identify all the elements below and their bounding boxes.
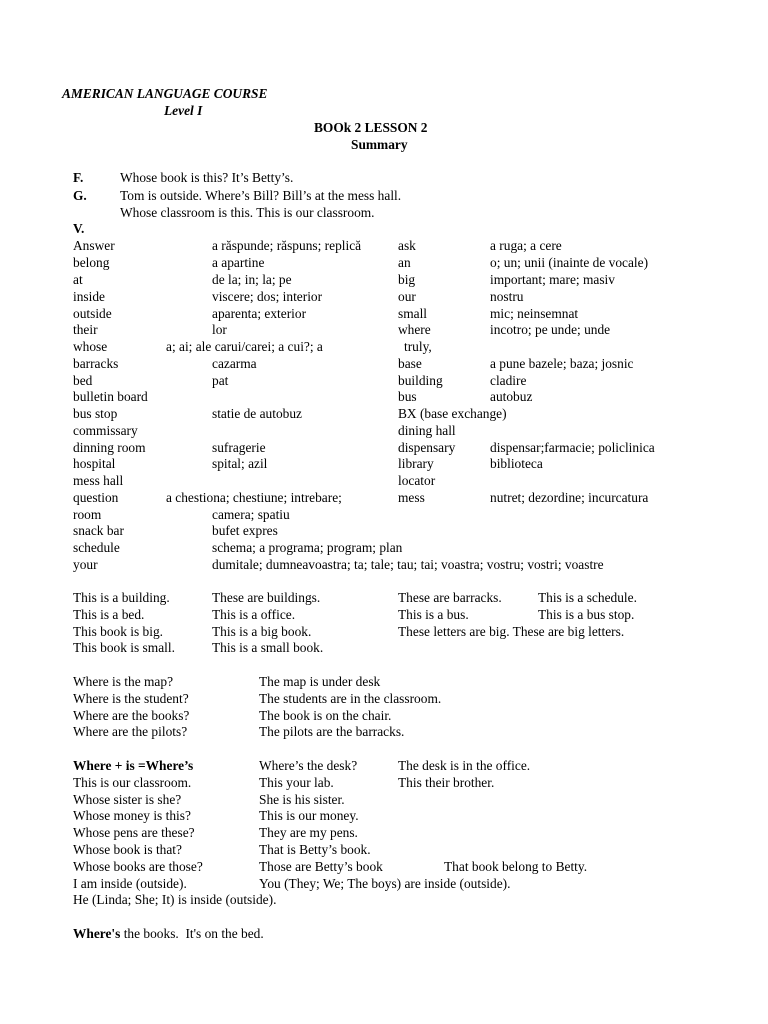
vocab-word: room [73,507,102,522]
sentence: This is our money. [259,808,359,823]
sentence: This their brother. [398,775,495,790]
sentence: The book is on the chair. [259,708,392,723]
vocab-translation: a apartine [212,255,265,270]
vocab-word: bus [398,389,417,404]
vocab-translation: mic; neinsemnat [490,306,579,321]
vocab-translation: cladire [490,373,527,388]
vocab-translation: a pune bazele; baza; josnic [490,356,634,371]
sentence: They are my pens. [259,825,358,840]
vocab-word: our [398,289,416,304]
sentence: These letters are big. These are big letters. [398,624,625,639]
vocab-word: BX (base exchange) [398,406,507,421]
section-g-text: Tom is outside. Where’s Bill? Bill’s at the mess hall. [120,188,402,203]
sentence: This book is big. [73,624,164,639]
vocab-word: their [73,322,98,337]
vocab-word: truly, [404,339,432,354]
course-title: AMERICAN LANGUAGE COURSE [62,86,268,101]
vocab-word: bus stop [73,406,118,421]
sentence: This your lab. [259,775,334,790]
summary-heading: Summary [351,137,408,152]
sentence: You (They; We; The boys) are inside (outside). [259,876,511,891]
vocab-translation: bufet expres [212,523,278,538]
sentence: Where is the student? [73,691,189,706]
grammar-rule: Where + is =Where’s [73,758,194,773]
sentence: I am inside (outside). [73,876,187,891]
sentence: These are buildings. [212,590,321,605]
final-sentence [73,927,264,940]
sentence: This is a bus. [398,607,469,622]
vocab-translation: a chestiona; chestiune; intrebare; [166,490,342,505]
final-sentence-bold: Where's [73,926,121,941]
vocab-translation: nutret; dezordine; incurcatura [490,490,649,505]
vocab-word: Answer [73,238,115,253]
sentence: Where are the books? [73,708,190,723]
vocab-word: small [398,306,428,321]
vocab-word: ask [398,238,416,253]
sentence: The students are in the classroom. [259,691,442,706]
vocab-translation: viscere; dos; interior [212,289,323,304]
vocab-translation: a; ai; ale carui/carei; a cui?; a [166,339,323,354]
vocab-translation: important; mare; masiv [490,272,615,287]
sentence: She is his sister. [259,792,345,807]
sentence: These are barracks. [398,590,502,605]
vocab-translation: cazarma [212,356,257,371]
vocab-word: snack bar [73,523,124,538]
vocab-word: bed [73,373,93,388]
vocab-word: dispensary [398,440,456,455]
sentence: This is a schedule. [538,590,637,605]
sentence: That book belong to Betty. [444,859,588,874]
sentence: This is a building. [73,590,170,605]
vocab-translation: aparenta; exterior [212,306,307,321]
sentence: Those are Betty’s book [259,859,383,874]
sentence: Whose books are those? [73,859,203,874]
section-v-label: V. [73,221,85,236]
level-label: Level I [164,103,203,118]
book-lesson-heading: BOOk 2 LESSON 2 [314,120,428,135]
section-g-label: G. [73,188,87,203]
vocab-translation: statie de autobuz [212,406,302,421]
vocab-word: inside [73,289,105,304]
vocab-translation: de la; in; la; pe [212,272,292,287]
sentence: Whose money is this? [73,808,191,823]
vocab-word: base [398,356,422,371]
vocab-translation: o; un; unii (inainte de vocale) [490,255,649,270]
vocab-word: building [398,373,443,388]
sentence: Where’s the desk? [259,758,358,773]
vocab-translation: a răspunde; răspuns; replică [212,238,362,253]
vocab-word: your [73,557,98,572]
vocab-translation: sufragerie [212,440,266,455]
vocab-word: mess [398,490,425,505]
vocab-translation: a ruga; a cere [490,238,562,253]
vocab-word: whose [73,339,108,354]
sentence: He (Linda; She; It) is inside (outside). [73,892,277,907]
vocab-translation: schema; a programa; program; plan [212,540,403,555]
sentence: This is a office. [212,607,296,622]
vocab-translation: dumitale; dumneavoastra; ta; tale; tau; tai; voastra; vostru; vostri; voastre [212,557,604,572]
vocab-word: hospital [73,456,116,471]
sentence: This is a bus stop. [538,607,635,622]
section-f-text: Whose book is this? It’s Betty’s. [120,170,294,185]
vocab-word: mess hall [73,473,124,488]
sentence: Whose book is that? [73,842,182,857]
vocab-word: locator [398,473,436,488]
sentence: Whose pens are these? [73,825,195,840]
vocab-word: dining hall [398,423,456,438]
vocab-word: belong [73,255,110,270]
vocab-word: dinning room [73,440,146,455]
sentence: The desk is in the office. [398,758,531,773]
vocab-word: an [398,255,411,270]
vocab-word: bulletin board [73,389,148,404]
sentence: This is a big book. [212,624,312,639]
final-sentence-rest: the books. It's on the bed. [120,926,264,941]
vocab-translation: autobuz [490,389,533,404]
vocab-word: schedule [73,540,120,555]
sentence: This book is small. [73,640,175,655]
sentence: Where is the map? [73,674,174,689]
section-f-label: F. [73,170,84,185]
vocab-word: barracks [73,356,119,371]
sentence: This is our classroom. [73,775,192,790]
section-g-text: Whose classroom is this. This is our classroom. [120,205,375,220]
vocab-translation: nostru [490,289,524,304]
vocab-translation: dispensar;farmacie; policlinica [490,440,655,455]
vocab-word: outside [73,306,112,321]
sentence: The pilots are the barracks. [259,724,405,739]
sentence: The map is under desk [259,674,381,689]
sentence: Whose sister is she? [73,792,182,807]
vocab-translation: camera; spatiu [212,507,290,522]
vocab-word: at [73,272,83,287]
vocab-translation: biblioteca [490,456,543,471]
vocab-word: question [73,490,119,505]
vocab-translation: pat [212,373,229,388]
sentence: This is a small book. [212,640,324,655]
vocab-word: library [398,456,434,471]
vocab-translation: spital; azil [212,456,268,471]
vocab-word: big [398,272,416,287]
sentence: That is Betty’s book. [259,842,371,857]
vocab-translation: lor [212,322,227,337]
vocab-translation: incotro; pe unde; unde [490,322,611,337]
sentence: This is a bed. [73,607,145,622]
vocab-word: commissary [73,423,138,438]
vocab-word: where [398,322,431,337]
sentence: Where are the pilots? [73,724,188,739]
